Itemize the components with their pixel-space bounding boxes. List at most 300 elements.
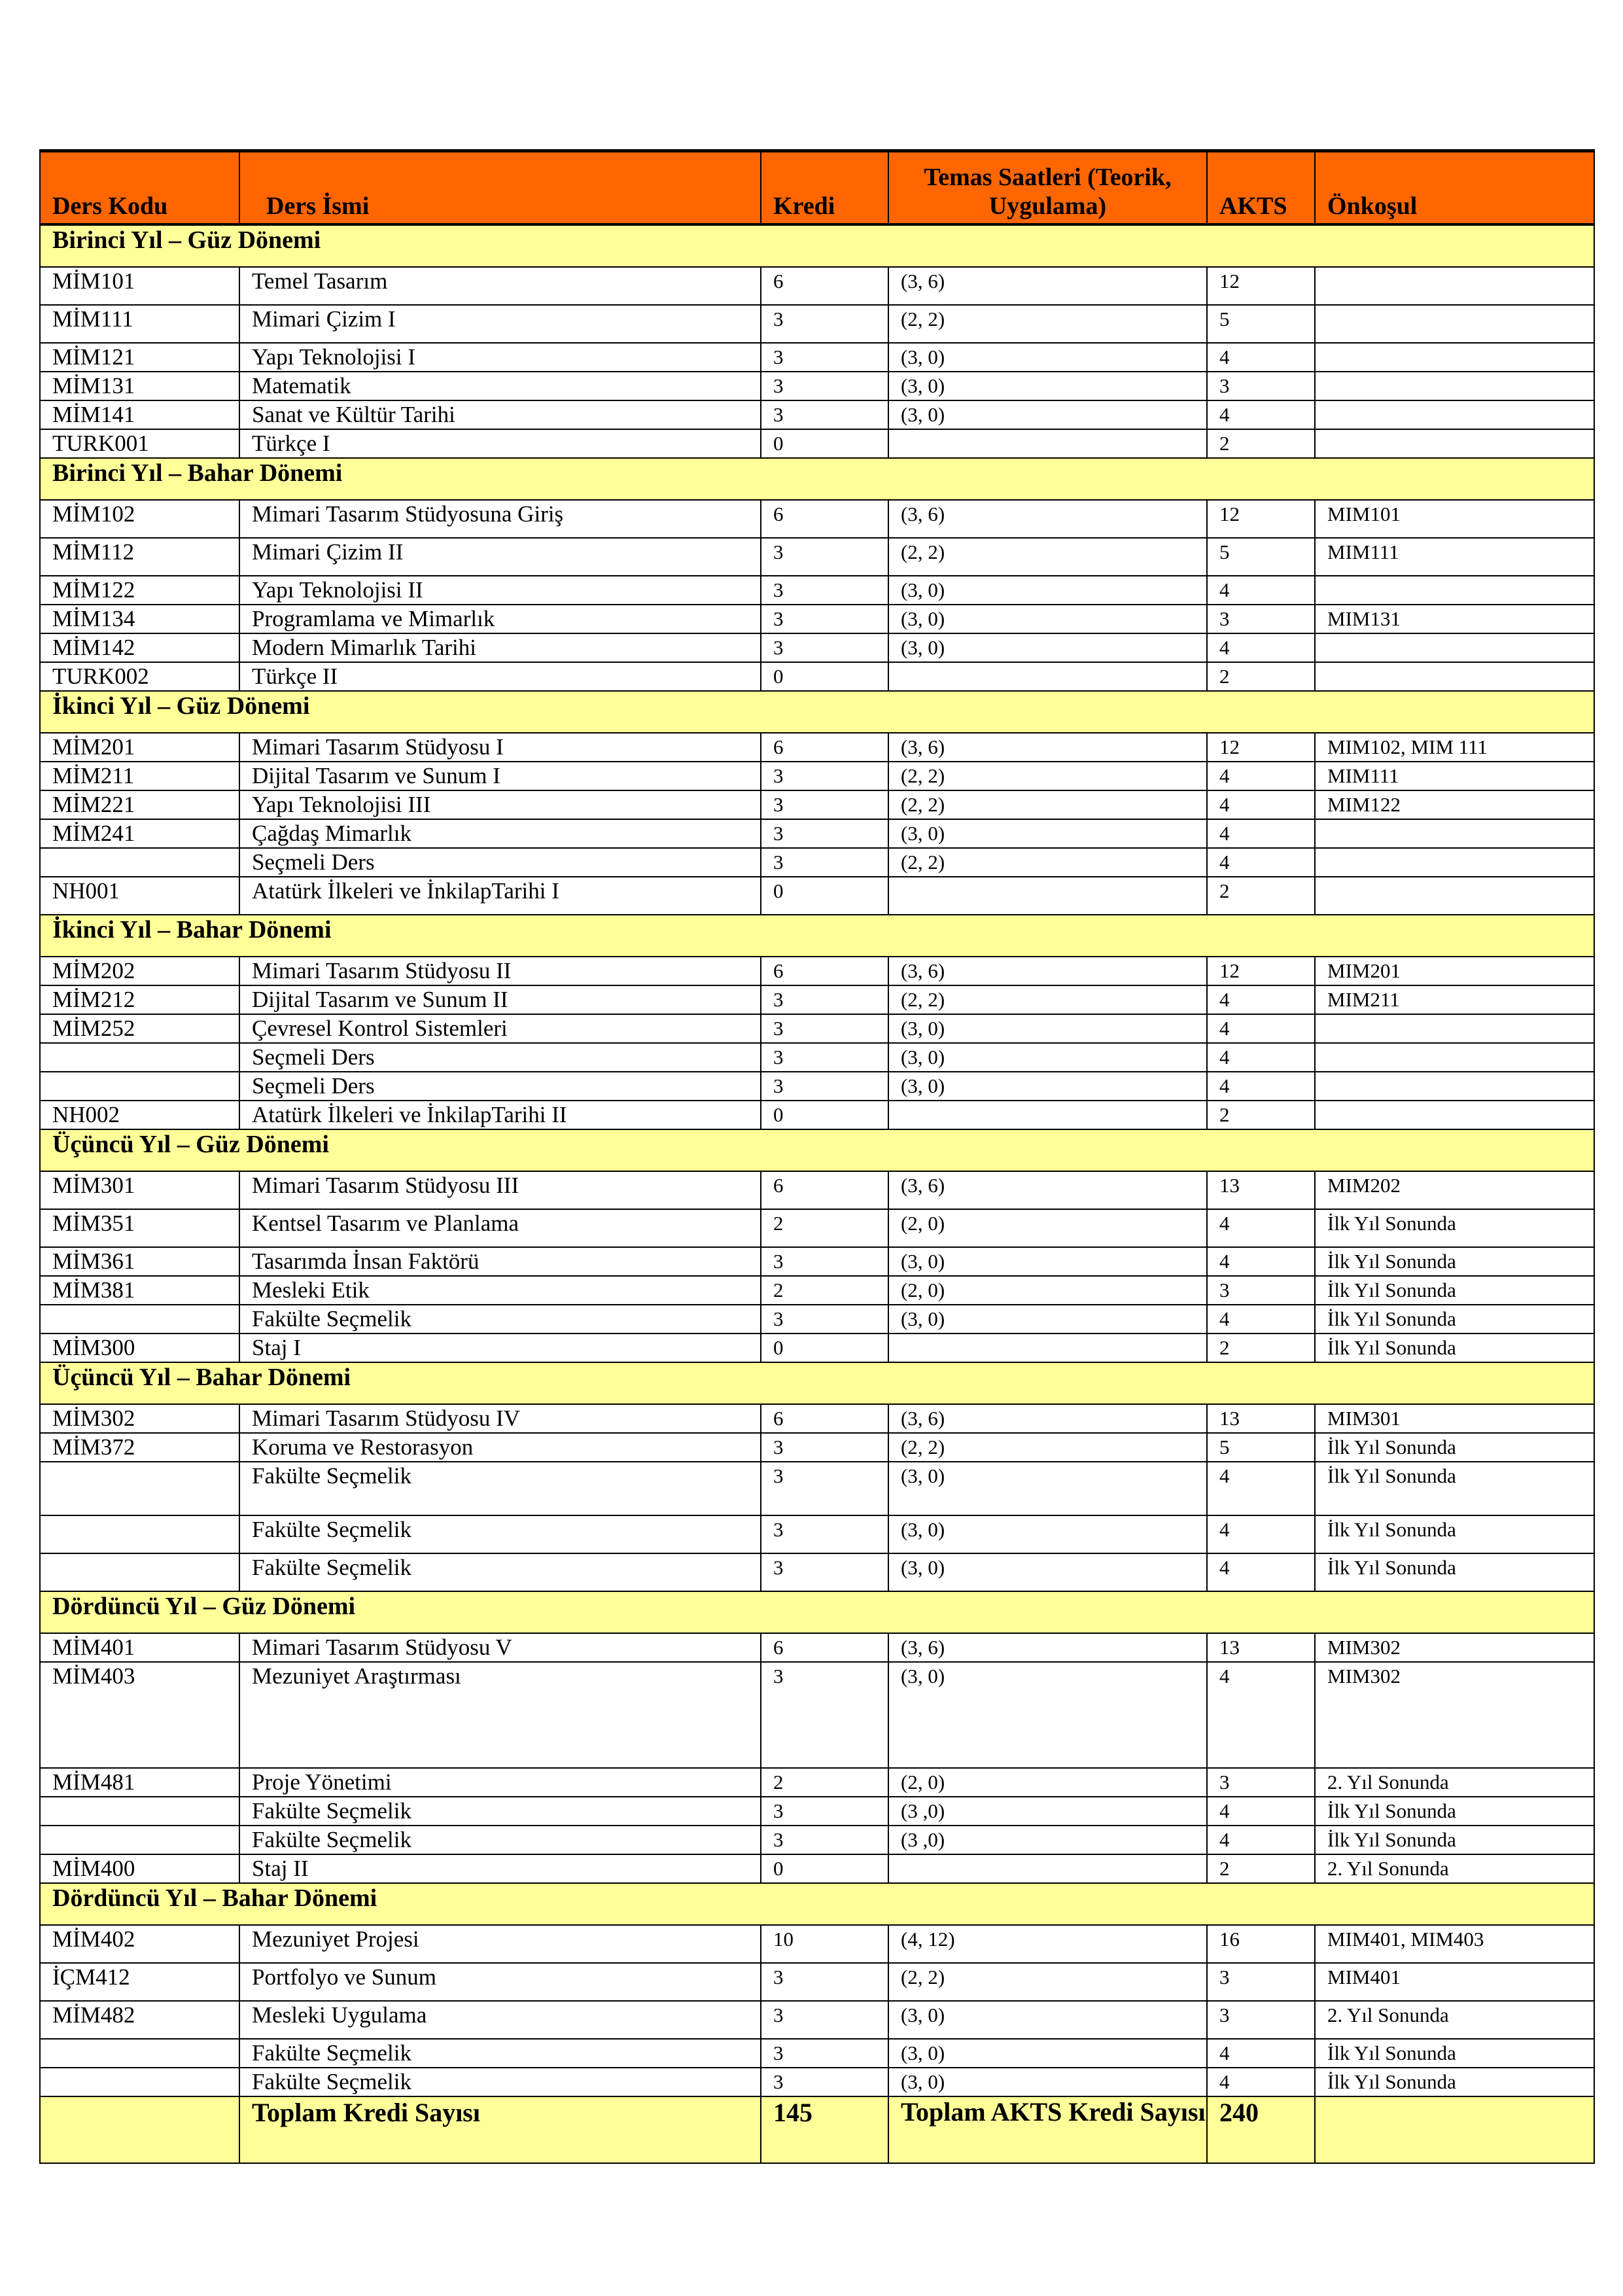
course-prereq-cell [1315,305,1594,343]
course-row [40,633,1594,662]
course-hours-cell: (3, 0) [888,605,1207,633]
course-hours-cell: (3, 0) [888,1553,1207,1591]
course-name-cell: Mesleki Uygulama [239,2001,761,2039]
course-name-cell: Çağdaş Mimarlık [239,819,761,848]
course-hours-cell: (3, 0) [888,1072,1207,1101]
course-hours-cell: (3, 0) [888,1305,1207,1333]
course-credit-cell: 3 [761,633,888,662]
course-code-cell [40,1072,239,1101]
course-code-cell: MİM141 [40,400,239,429]
course-credit-cell: 0 [761,1333,888,1362]
course-row [40,985,1594,1014]
course-code-cell: MİM212 [40,985,239,1014]
course-ects-cell: 2 [1207,1333,1315,1362]
course-prereq-cell: MIM202 [1315,1171,1594,1209]
course-hours-cell: (3, 0) [888,400,1207,429]
course-code-cell: TURK001 [40,429,239,458]
course-name-cell: Mimari Tasarım Stüdyosu I [239,733,761,762]
course-ects-cell: 5 [1207,1433,1315,1462]
course-prereq-cell: İlk Yıl Sonunda [1315,1247,1594,1276]
course-hours-cell: (2, 2) [888,790,1207,819]
course-ects-cell: 3 [1207,605,1315,633]
course-row [40,1305,1594,1333]
course-credit-cell: 3 [761,1247,888,1276]
course-name-cell: Mesleki Etik [239,1276,761,1305]
course-ects-cell: 13 [1207,1404,1315,1433]
course-ects-cell: 4 [1207,848,1315,877]
course-prereq-cell: İlk Yıl Sonunda [1315,1276,1594,1305]
course-ects-cell: 4 [1207,985,1315,1014]
course-code-cell: İÇM412 [40,1963,239,2001]
course-name-cell: Türkçe I [239,429,761,458]
course-row [40,877,1594,915]
course-credit-cell: 6 [761,733,888,762]
course-prereq-cell: MIM111 [1315,538,1594,576]
course-prereq-cell [1315,1043,1594,1072]
course-name-cell: Fakülte Seçmelik [239,1305,761,1333]
course-name-cell: Kentsel Tasarım ve Planlama [239,1209,761,1247]
course-hours-cell: (2, 2) [888,985,1207,1014]
course-name-cell: Dijital Tasarım ve Sunum II [239,985,761,1014]
course-ects-cell: 4 [1207,762,1315,790]
course-credit-cell: 0 [761,877,888,915]
course-name-cell: Programlama ve Mimarlık [239,605,761,633]
course-ects-cell: 12 [1207,733,1315,762]
course-prereq-cell: İlk Yıl Sonunda [1315,1209,1594,1247]
course-credit-cell: 0 [761,429,888,458]
course-name-cell: Proje Yönetimi [239,1768,761,1797]
course-credit-cell: 3 [761,400,888,429]
course-ects-cell: 3 [1207,1276,1315,1305]
course-ects-cell: 4 [1207,343,1315,372]
course-name-cell: Fakülte Seçmelik [239,1797,761,1826]
course-name-cell: Modern Mimarlık Tarihi [239,633,761,662]
header-ects: AKTS [1207,151,1315,225]
course-code-cell [40,1462,239,1515]
course-credit-cell: 3 [761,1797,888,1826]
course-credit-cell: 6 [761,267,888,305]
course-credit-cell: 6 [761,957,888,985]
course-code-cell: MİM372 [40,1433,239,1462]
course-code-cell: NH001 [40,877,239,915]
course-name-cell: Fakülte Seçmelik [239,1462,761,1515]
course-ects-cell: 4 [1207,819,1315,848]
course-ects-cell: 4 [1207,576,1315,605]
course-credit-cell: 6 [761,1404,888,1433]
course-ects-cell: 12 [1207,957,1315,985]
course-name-cell: Yapı Teknolojisi I [239,343,761,372]
course-prereq-cell [1315,576,1594,605]
course-name-cell: Mimari Çizim II [239,538,761,576]
section-title: Birinci Yıl – Bahar Dönemi [40,458,1594,500]
course-credit-cell: 3 [761,790,888,819]
course-hours-cell [888,1854,1207,1883]
course-name-cell: Temel Tasarım [239,267,761,305]
course-hours-cell: (3, 0) [888,1247,1207,1276]
course-code-cell: MİM211 [40,762,239,790]
course-row [40,1462,1594,1515]
course-credit-cell: 3 [761,576,888,605]
course-prereq-cell: İlk Yıl Sonunda [1315,1433,1594,1462]
course-row [40,1854,1594,1883]
header-name: Ders İsmi [239,151,761,225]
course-code-cell: MİM101 [40,267,239,305]
course-code-cell: MİM111 [40,305,239,343]
course-code-cell [40,1043,239,1072]
course-row [40,1963,1594,2001]
course-credit-cell: 3 [761,2001,888,2039]
course-row [40,1515,1594,1553]
course-row [40,429,1594,458]
course-ects-cell: 4 [1207,2068,1315,2096]
course-row [40,605,1594,633]
course-row [40,1433,1594,1462]
course-prereq-cell: MIM302 [1315,1633,1594,1662]
course-ects-cell: 4 [1207,1462,1315,1515]
course-credit-cell: 6 [761,1633,888,1662]
course-code-cell: MİM241 [40,819,239,848]
course-hours-cell: (3, 6) [888,957,1207,985]
course-name-cell: Staj II [239,1854,761,1883]
course-credit-cell: 2 [761,1209,888,1247]
course-hours-cell: (2, 2) [888,848,1207,877]
course-hours-cell: (3, 0) [888,1662,1207,1768]
course-prereq-cell: İlk Yıl Sonunda [1315,1462,1594,1515]
course-credit-cell: 0 [761,1101,888,1129]
course-credit-cell: 3 [761,762,888,790]
course-name-cell: Mimari Tasarım Stüdyosu II [239,957,761,985]
course-credit-cell: 3 [761,1433,888,1462]
course-code-cell: MİM300 [40,1333,239,1362]
course-ects-cell: 4 [1207,1515,1315,1553]
course-row [40,1925,1594,1963]
course-hours-cell: (3, 6) [888,1171,1207,1209]
course-credit-cell: 2 [761,1276,888,1305]
course-ects-cell: 4 [1207,1209,1315,1247]
course-code-cell [40,848,239,877]
course-ects-cell: 4 [1207,1662,1315,1768]
course-credit-cell: 3 [761,1305,888,1333]
course-name-cell: Mimari Çizim I [239,305,761,343]
course-code-cell: MİM481 [40,1768,239,1797]
course-hours-cell [888,877,1207,915]
course-hours-cell: (2, 0) [888,1768,1207,1797]
course-row [40,1768,1594,1797]
course-prereq-cell: MIM101 [1315,500,1594,538]
course-ects-cell: 13 [1207,1171,1315,1209]
course-credit-cell: 3 [761,1014,888,1043]
course-prereq-cell: İlk Yıl Sonunda [1315,1515,1594,1553]
header-code: Ders Kodu [40,151,239,225]
course-credit-cell: 10 [761,1925,888,1963]
course-code-cell: MİM301 [40,1171,239,1209]
course-code-cell: MİM381 [40,1276,239,1305]
course-row [40,1072,1594,1101]
course-prereq-cell: MIM401, MIM403 [1315,1925,1594,1963]
course-ects-cell: 3 [1207,1963,1315,2001]
course-prereq-cell: 2. Yıl Sonunda [1315,1768,1594,1797]
course-prereq-cell [1315,819,1594,848]
course-ects-cell: 4 [1207,400,1315,429]
course-hours-cell: (3, 0) [888,819,1207,848]
section-header-row [40,691,1594,733]
course-row [40,1043,1594,1072]
course-hours-cell: (3, 0) [888,1014,1207,1043]
course-ects-cell: 4 [1207,1072,1315,1101]
course-ects-cell: 4 [1207,1014,1315,1043]
course-hours-cell: (3, 6) [888,1404,1207,1433]
course-name-cell: Tasarımda İnsan Faktörü [239,1247,761,1276]
course-row [40,400,1594,429]
course-code-cell [40,2039,239,2068]
course-credit-cell: 0 [761,662,888,691]
course-ects-cell: 2 [1207,429,1315,458]
course-code-cell: MİM401 [40,1633,239,1662]
course-row [40,267,1594,305]
course-ects-cell: 5 [1207,305,1315,343]
course-row [40,576,1594,605]
course-prereq-cell [1315,267,1594,305]
course-hours-cell: (3, 0) [888,343,1207,372]
course-code-cell: MİM361 [40,1247,239,1276]
course-prereq-cell [1315,372,1594,400]
course-ects-cell: 2 [1207,877,1315,915]
course-row [40,1553,1594,1591]
course-name-cell: Çevresel Kontrol Sistemleri [239,1014,761,1043]
course-row [40,500,1594,538]
course-hours-cell: (3 ,0) [888,1826,1207,1854]
course-name-cell: Portfolyo ve Sunum [239,1963,761,2001]
course-credit-cell: 6 [761,500,888,538]
course-name-cell: Atatürk İlkeleri ve İnkilapTarihi I [239,877,761,915]
course-row [40,957,1594,985]
course-prereq-cell [1315,1101,1594,1129]
course-prereq-cell [1315,662,1594,691]
section-title: Üçüncü Yıl – Bahar Dönemi [40,1362,1594,1404]
course-code-cell: MİM221 [40,790,239,819]
course-code-cell [40,1826,239,1854]
course-name-cell: Seçmeli Ders [239,848,761,877]
course-name-cell: Türkçe II [239,662,761,691]
course-ects-cell: 4 [1207,2039,1315,2068]
totals-empty-cell [1315,2096,1594,2163]
course-name-cell: Dijital Tasarım ve Sunum I [239,762,761,790]
section-header-row [40,1591,1594,1633]
course-code-cell [40,2068,239,2096]
totals-empty-cell [40,2096,239,2163]
course-credit-cell: 3 [761,538,888,576]
course-prereq-cell [1315,633,1594,662]
course-name-cell: Fakülte Seçmelik [239,2068,761,2096]
course-hours-cell: (3, 0) [888,372,1207,400]
section-title: Dördüncü Yıl – Bahar Dönemi [40,1883,1594,1925]
course-name-cell: Mimari Tasarım Stüdyosu IV [239,1404,761,1433]
course-row [40,305,1594,343]
course-credit-cell: 3 [761,1553,888,1591]
section-header-row [40,224,1594,267]
header-prereq: Önkoşul [1315,151,1594,225]
course-row [40,790,1594,819]
course-prereq-cell: İlk Yıl Sonunda [1315,1797,1594,1826]
course-row [40,1014,1594,1043]
course-row [40,1247,1594,1276]
course-credit-cell: 3 [761,1515,888,1553]
course-prereq-cell [1315,877,1594,915]
course-row [40,762,1594,790]
course-row [40,848,1594,877]
course-hours-cell [888,429,1207,458]
course-hours-cell [888,1333,1207,1362]
course-ects-cell: 12 [1207,267,1315,305]
course-row [40,1171,1594,1209]
course-prereq-cell: MIM211 [1315,985,1594,1014]
course-prereq-cell: MIM401 [1315,1963,1594,2001]
course-code-cell: MİM403 [40,1662,239,1768]
course-row [40,1209,1594,1247]
course-credit-cell: 3 [761,1662,888,1768]
course-name-cell: Mimari Tasarım Stüdyosu III [239,1171,761,1209]
course-code-cell: MİM351 [40,1209,239,1247]
course-hours-cell [888,1101,1207,1129]
course-name-cell: Matematik [239,372,761,400]
course-ects-cell: 4 [1207,790,1315,819]
course-code-cell: MİM201 [40,733,239,762]
course-hours-cell: (2, 0) [888,1276,1207,1305]
course-name-cell: Staj I [239,1333,761,1362]
course-credit-cell: 2 [761,1768,888,1797]
course-credit-cell: 3 [761,605,888,633]
course-prereq-cell: İlk Yıl Sonunda [1315,1333,1594,1362]
course-credit-cell: 3 [761,1072,888,1101]
course-ects-cell: 4 [1207,1826,1315,1854]
course-name-cell: Seçmeli Ders [239,1043,761,1072]
course-credit-cell: 3 [761,1963,888,2001]
course-hours-cell: (3, 0) [888,1515,1207,1553]
course-row [40,2068,1594,2096]
course-code-cell: MİM112 [40,538,239,576]
course-name-cell: Koruma ve Restorasyon [239,1433,761,1462]
course-code-cell: TURK002 [40,662,239,691]
course-hours-cell: (4, 12) [888,1925,1207,1963]
total-credit-value: 145 [761,2096,888,2163]
course-prereq-cell [1315,1072,1594,1101]
course-credit-cell: 0 [761,1854,888,1883]
header-credit: Kredi [761,151,888,225]
course-name-cell: Fakülte Seçmelik [239,1553,761,1591]
course-name-cell: Atatürk İlkeleri ve İnkilapTarihi II [239,1101,761,1129]
section-title: Üçüncü Yıl – Güz Dönemi [40,1129,1594,1171]
course-ects-cell: 16 [1207,1925,1315,1963]
course-name-cell: Fakülte Seçmelik [239,1515,761,1553]
course-ects-cell: 4 [1207,1043,1315,1072]
course-hours-cell: (2, 2) [888,762,1207,790]
course-ects-cell: 4 [1207,633,1315,662]
course-name-cell: Yapı Teknolojisi III [239,790,761,819]
course-row [40,2039,1594,2068]
course-ects-cell: 3 [1207,2001,1315,2039]
course-code-cell: MİM121 [40,343,239,372]
course-code-cell [40,1515,239,1553]
totals-row [40,2096,1594,2163]
course-hours-cell: (3, 0) [888,2039,1207,2068]
course-prereq-cell: 2. Yıl Sonunda [1315,2001,1594,2039]
curriculum-table [39,149,1595,2164]
course-row [40,343,1594,372]
course-row [40,1826,1594,1854]
course-credit-cell: 3 [761,819,888,848]
course-credit-cell: 6 [761,1171,888,1209]
header-hours: Temas Saatleri (Teorik, Uygulama) [888,151,1207,225]
course-hours-cell: (3, 6) [888,1633,1207,1662]
course-prereq-cell: MIM131 [1315,605,1594,633]
course-prereq-cell: İlk Yıl Sonunda [1315,1305,1594,1333]
course-row [40,538,1594,576]
course-code-cell: MİM252 [40,1014,239,1043]
course-prereq-cell: MIM302 [1315,1662,1594,1768]
course-code-cell [40,1305,239,1333]
course-hours-cell: (2, 2) [888,538,1207,576]
course-prereq-cell: MIM201 [1315,957,1594,985]
section-title: İkinci Yıl – Güz Dönemi [40,691,1594,733]
course-code-cell: MİM134 [40,605,239,633]
course-code-cell: MİM202 [40,957,239,985]
course-hours-cell: (3, 0) [888,2001,1207,2039]
course-name-cell: Mezuniyet Araştırması [239,1662,761,1768]
course-hours-cell: (2, 0) [888,1209,1207,1247]
course-credit-cell: 3 [761,985,888,1014]
section-header-row [40,458,1594,500]
total-credit-label: Toplam Kredi Sayısı [239,2096,761,2163]
course-row [40,1404,1594,1433]
course-credit-cell: 3 [761,305,888,343]
course-hours-cell: (2, 2) [888,1433,1207,1462]
course-hours-cell: (3, 0) [888,633,1207,662]
course-code-cell [40,1797,239,1826]
course-code-cell: MİM482 [40,2001,239,2039]
course-prereq-cell: İlk Yıl Sonunda [1315,2039,1594,2068]
course-row [40,2001,1594,2039]
course-credit-cell: 3 [761,372,888,400]
section-title: Birinci Yıl – Güz Dönemi [40,224,1594,267]
course-row [40,1333,1594,1362]
course-prereq-cell: İlk Yıl Sonunda [1315,1553,1594,1591]
course-credit-cell: 3 [761,848,888,877]
course-hours-cell: (3 ,0) [888,1797,1207,1826]
course-prereq-cell [1315,1014,1594,1043]
course-ects-cell: 12 [1207,500,1315,538]
section-header-row [40,1129,1594,1171]
course-prereq-cell: MIM122 [1315,790,1594,819]
course-name-cell: Mezuniyet Projesi [239,1925,761,1963]
course-ects-cell: 3 [1207,372,1315,400]
course-code-cell: MİM142 [40,633,239,662]
course-ects-cell: 2 [1207,1101,1315,1129]
course-credit-cell: 3 [761,343,888,372]
table-body [40,224,1594,2096]
course-row [40,1633,1594,1662]
course-prereq-cell: 2. Yıl Sonunda [1315,1854,1594,1883]
total-ects-value: 240 [1207,2096,1315,2163]
course-row [40,1662,1594,1768]
course-prereq-cell: İlk Yıl Sonunda [1315,2068,1594,2096]
course-name-cell: Fakülte Seçmelik [239,1826,761,1854]
section-title: Dördüncü Yıl – Güz Dönemi [40,1591,1594,1633]
course-code-cell: MİM122 [40,576,239,605]
course-ects-cell: 4 [1207,1553,1315,1591]
course-code-cell: NH002 [40,1101,239,1129]
course-prereq-cell [1315,343,1594,372]
course-prereq-cell [1315,429,1594,458]
